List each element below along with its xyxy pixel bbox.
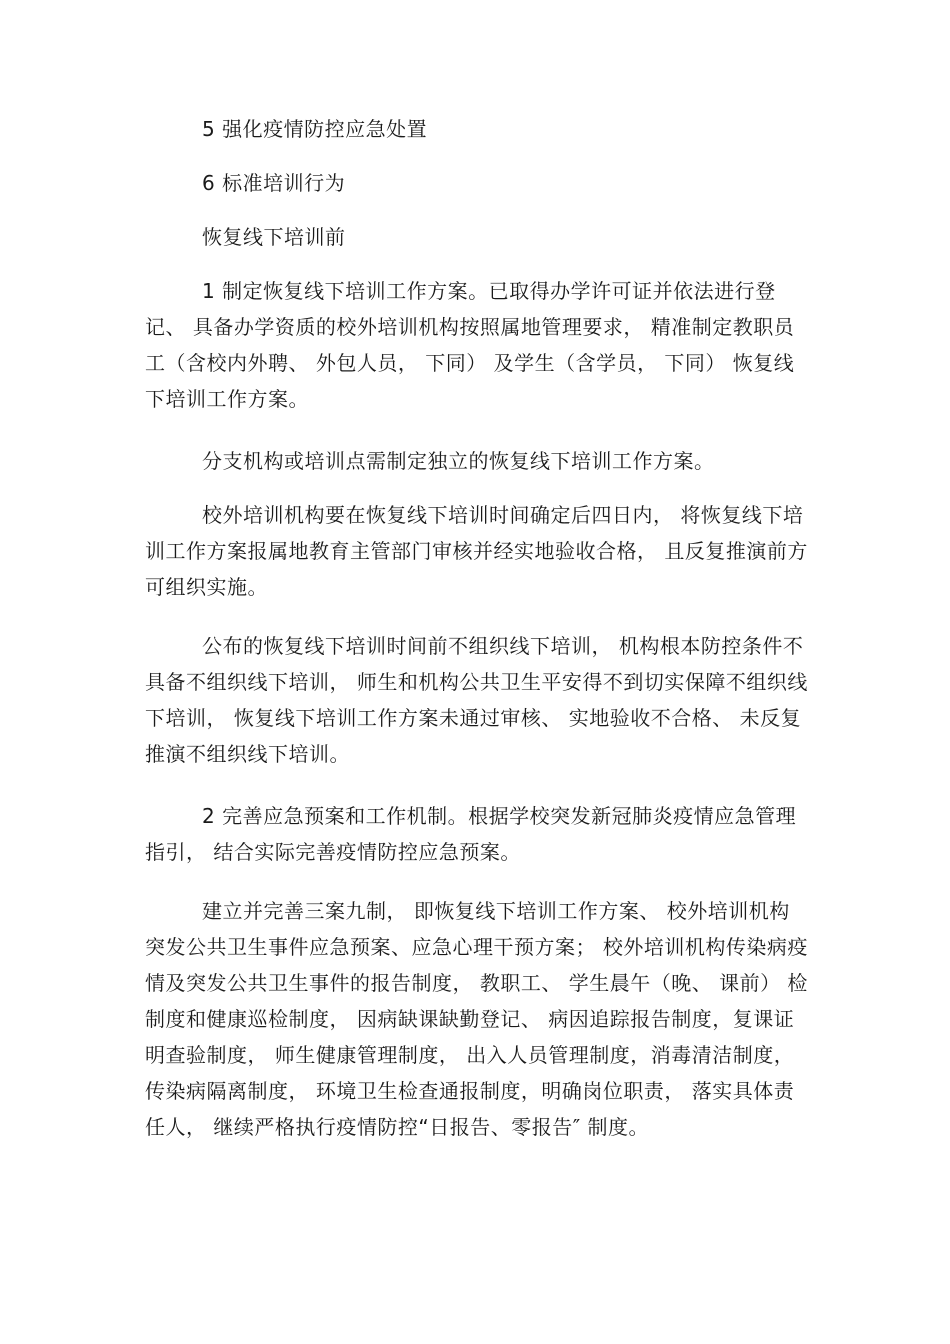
section-heading: 恢复线下培训前 — [202, 225, 346, 249]
paragraph-1: 1 制定恢复线下培训工作方案。已取得办学许可证并依法进行登记、 具备办学资质的校外培训机构按照属地管理要求， 精准制定教职员工（含校内外聘、 外包人员， 下同） 及学生（含学员， 下同） 恢复线下培训工作方案。 — [145, 279, 795, 411]
paragraph-2: 分支机构或培训点需制定独立的恢复线下培训工作方案。 — [202, 449, 715, 473]
paragraph-4: 公布的恢复线下培训时间前不组织线下培训， 机构根本防控条件不具备不组织线下培训， 师生和机构公共卫生平安得不到切实保障不组织线下培训， 恢复线下培训工作方案未通过审核、 实地验收不合格、 未反复推演不组织线下培训。 — [145, 634, 808, 766]
heading-5: 5 强化疫情防控应急处置 — [202, 117, 428, 141]
heading-6: 6 标准培训行为 — [202, 171, 346, 195]
paragraph-5: 2 完善应急预案和工作机制。根据学校突发新冠肺炎疫情应急管理指引， 结合实际完善疫情防控应急预案。 — [145, 804, 797, 864]
paragraph-3: 校外培训机构要在恢复线下培训时间确定后四日内， 将恢复线下培训工作方案报属地教育主管部门审核并经实地验收合格， 且反复推演前方可组织实施。 — [145, 503, 808, 599]
paragraph-6: 建立并完善三案九制， 即恢复线下培训工作方案、 校外培训机构突发公共卫生事件应急预案、应急心理干预方案； 校外培训机构传染病疫情及突发公共卫生事件的报告制度， 教职工、 学生晨午（晚、 课前） 检制度和健康巡检制度， 因病缺课缺勤登记、 病因追踪报告制度，复课证明查验制度， 师生健康管理制度， 出入人员管理制度，消毒清洁制度， 传染病隔离制度， 环境卫生检查通报制度，明确岗位职责， 落实具体责任人， 继续严格执行疫情防控“日报告、零报告″ 制度。 — [145, 899, 808, 1139]
